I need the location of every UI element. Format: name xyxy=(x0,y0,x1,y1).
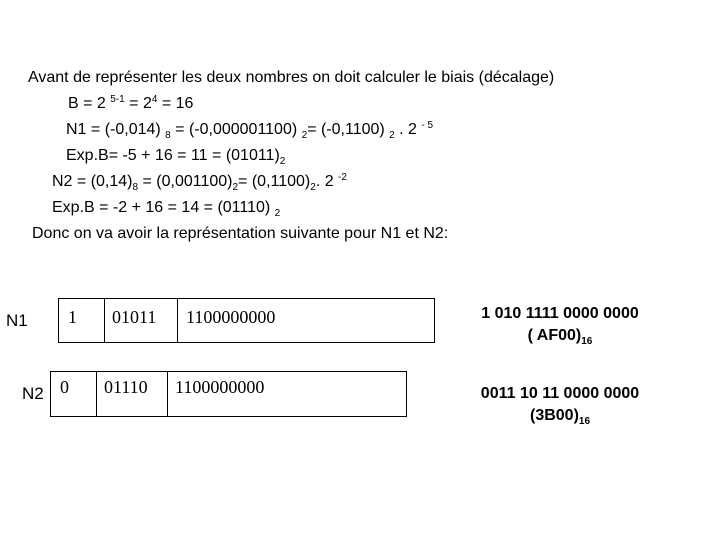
n2-exponent: -2 xyxy=(338,172,347,183)
exp1-text: Exp.B= -5 + 16 = 11 = (01011) xyxy=(66,147,280,164)
n1-mantissa-bits: 1100000000 xyxy=(186,307,276,327)
exp1-base: 2 xyxy=(279,156,286,167)
n2-base-2: 2 xyxy=(232,182,239,193)
n2-row-label: N2 xyxy=(22,384,44,403)
n1-hex-result xyxy=(460,325,660,347)
exp2-line xyxy=(52,198,280,218)
intro-line xyxy=(28,68,554,88)
intro-text: Avant de représenter les deux nombres on doit calculer le biais (décalage) xyxy=(28,69,555,86)
n1-exponent: - 5 xyxy=(421,120,434,131)
exp2-text: Exp.B = -2 + 16 = 14 = (01110) xyxy=(52,199,275,216)
n2-hex-base: 16 xyxy=(578,416,591,427)
bias-line xyxy=(68,94,193,114)
n2-text: N2 = (0,14) xyxy=(52,173,133,190)
n2-mantissa-bits: 1100000000 xyxy=(175,377,265,397)
bias-exponent-2: 4 xyxy=(151,94,158,105)
n1-binary-result: 1 010 1111 0000 0000 xyxy=(481,305,639,322)
n2-text-2: = (0,001100) xyxy=(138,173,233,190)
n1-text: N1 = (-0,014) xyxy=(66,121,166,138)
n2-text-4: . 2 xyxy=(315,173,339,190)
n2-divider-1 xyxy=(96,371,97,417)
n2-base-2b: 2 xyxy=(310,182,316,193)
n2-exponent-bits: 01110 xyxy=(104,377,148,397)
bias-text: B = 2 xyxy=(68,95,111,112)
n2-binary-result: 0011 10 11 0000 0000 xyxy=(480,385,640,402)
n1-base-2b: 2 xyxy=(389,130,395,141)
n1-sign-bit: 1 xyxy=(68,307,77,327)
n1-hex-value: ( AF00) xyxy=(527,327,582,344)
n1-text-2: = (-0,000001100) xyxy=(170,121,302,138)
n2-divider-2 xyxy=(167,371,168,417)
n1-divider-1 xyxy=(104,298,105,343)
exp1-line xyxy=(66,146,285,166)
n2-conversion-line xyxy=(52,172,347,192)
n2-text-3: = (0,1100) xyxy=(238,173,311,190)
n2-base-8: 8 xyxy=(132,182,139,193)
bias-text-2: = 2 xyxy=(124,95,152,112)
conclusion-text: Donc on va avoir la représentation suivante pour N1 et N2: xyxy=(32,225,449,242)
n2-hex-result xyxy=(460,405,660,427)
n1-base-2: 2 xyxy=(301,130,308,141)
n1-text-4: . 2 xyxy=(394,121,422,138)
n2-hex-value: (3B00) xyxy=(529,407,579,424)
n1-exponent-bits: 01011 xyxy=(112,307,157,327)
n1-divider-2 xyxy=(177,298,178,343)
bias-exponent: 5-1 xyxy=(110,94,125,105)
bias-result: = 16 xyxy=(157,95,194,112)
n1-hex-base: 16 xyxy=(581,336,593,347)
n2-sign-bit: 0 xyxy=(60,377,69,397)
exp2-base: 2 xyxy=(274,208,281,219)
n1-row-label: N1 xyxy=(6,311,28,330)
n1-base-8: 8 xyxy=(165,130,171,141)
conclusion-line xyxy=(32,224,448,244)
n1-conversion-line xyxy=(66,120,433,140)
n1-text-3: = (-0,1100) xyxy=(307,121,390,138)
